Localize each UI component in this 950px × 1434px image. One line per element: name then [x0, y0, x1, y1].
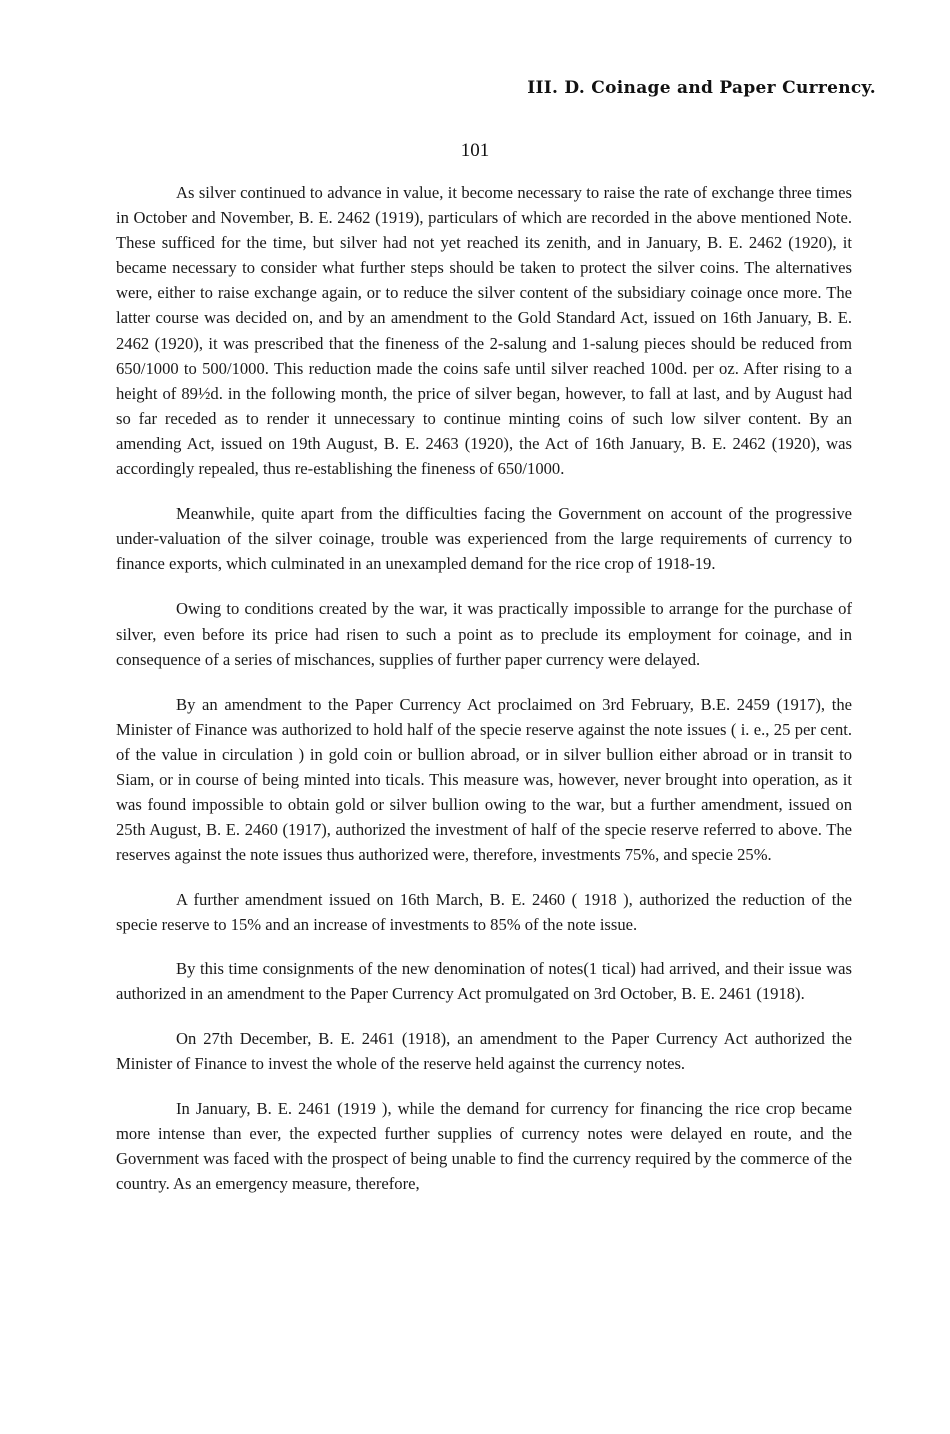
paragraph-meanwhile: Meanwhile, quite apart from the difficulties facing the Government on account of the progressive under-valuation of the silver coinage, trouble was experienced from the large requirements of currency to finance exports, which culminated in an unexampled demand for the rice crop of 1918-19. [116, 504, 852, 574]
paragraph-october-1918: By this time consignments of the new denomination of notes(1 tical) had arrived, and their issue was authorized in an amendment to the Paper Currency Act promulgated on 3rd October, B. E. 2461 (1918). [116, 958, 852, 1003]
page-number: 101 [460, 140, 490, 161]
running-title: III. D. Coinage and Paper Currency. [527, 78, 876, 98]
body-text [116, 180, 852, 1216]
paragraph-january-1919: In January, B. E. 2461 (1919 ), while the demand for currency for financing the rice crop became more intense than ever, the expected further supplies of currency notes were delayed en route, and the Government was faced with the prospect of being unable to find the currency required by the commerce of the country. As an emergency measure, therefore, [116, 1098, 852, 1194]
paragraph-march-1918: A further amendment issued on 16th March, B. E. 2460 ( 1918 ), authorized the reduction of the specie reserve to 15% and an increase of investments to 85% of the note issue. [116, 890, 852, 935]
paragraph-silver-exchange: As silver continued to advance in value, it become necessary to raise the rate of exchange three times in October and November, B. E. 2462 (1919), particulars of which are recorded in the above mentioned Note. These sufficed for the time, but silver had not yet reached its zenith, and in January, B. E. 2462 (1920), it became necessary to consider what further steps should be taken to protect the silver coins. The alternatives were, either to raise exchange again, or to reduce the silver content of the subsidiary coinage once more. The latter course was decided on, and by an amendment to the Gold Standard Act, issued on 16th January, B. E. 2462 (1920), it was prescribed that the fineness of the 2-salung and 1-salung pieces should be reduced from 650/1000 to 500/1000. This reduction made the coins safe until silver reached 100d. per oz. After rising to a height of 89½d. in the following month, the price of silver began, however, to fall at last, and by August had so far receded as to render it unnecessary to continue minting coins of such low silver content. By an amending Act, issued on 19th August, B. E. 2463 (1920), the Act of 16th January, B. E. 2462 (1920), was accordingly repealed, thus re-establishing the fineness of 650/1000. [116, 183, 852, 479]
paragraph-december-1918: On 27th December, B. E. 2461 (1918), an amendment to the Paper Currency Act authorized the Minister of Finance to invest the whole of the reserve held against the currency notes. [116, 1028, 852, 1073]
paragraph-war-conditions: Owing to conditions created by the war, it was practically impossible to arrange for the purchase of silver, even before its price had risen to such a point as to preclude its employment for coinage, and in consequence of a series of mischances, supplies of further paper currency were delayed. [116, 599, 852, 669]
paragraph-paper-currency-1917: By an amendment to the Paper Currency Act proclaimed on 3rd February, B.E. 2459 (1917), the Minister of Finance was authorized to hold half of the specie reserve against the note issues ( i. e., 25 per cent. of the value in circulation ) in gold coin or bullion abroad, or in silver bullion either abroad or in transit to Siam, or in course of being minted into ticals. This measure was, however, never brought into operation, as it was found impossible to obtain gold or silver bullion owing to the war, but a further amendment, issued on 25th August, B. E. 2460 (1917), authorized the investment of half of the specie reserve referred to above. The reserves against the note issues thus authorized were, therefore, investments 75%, and specie 25%. [116, 694, 852, 865]
